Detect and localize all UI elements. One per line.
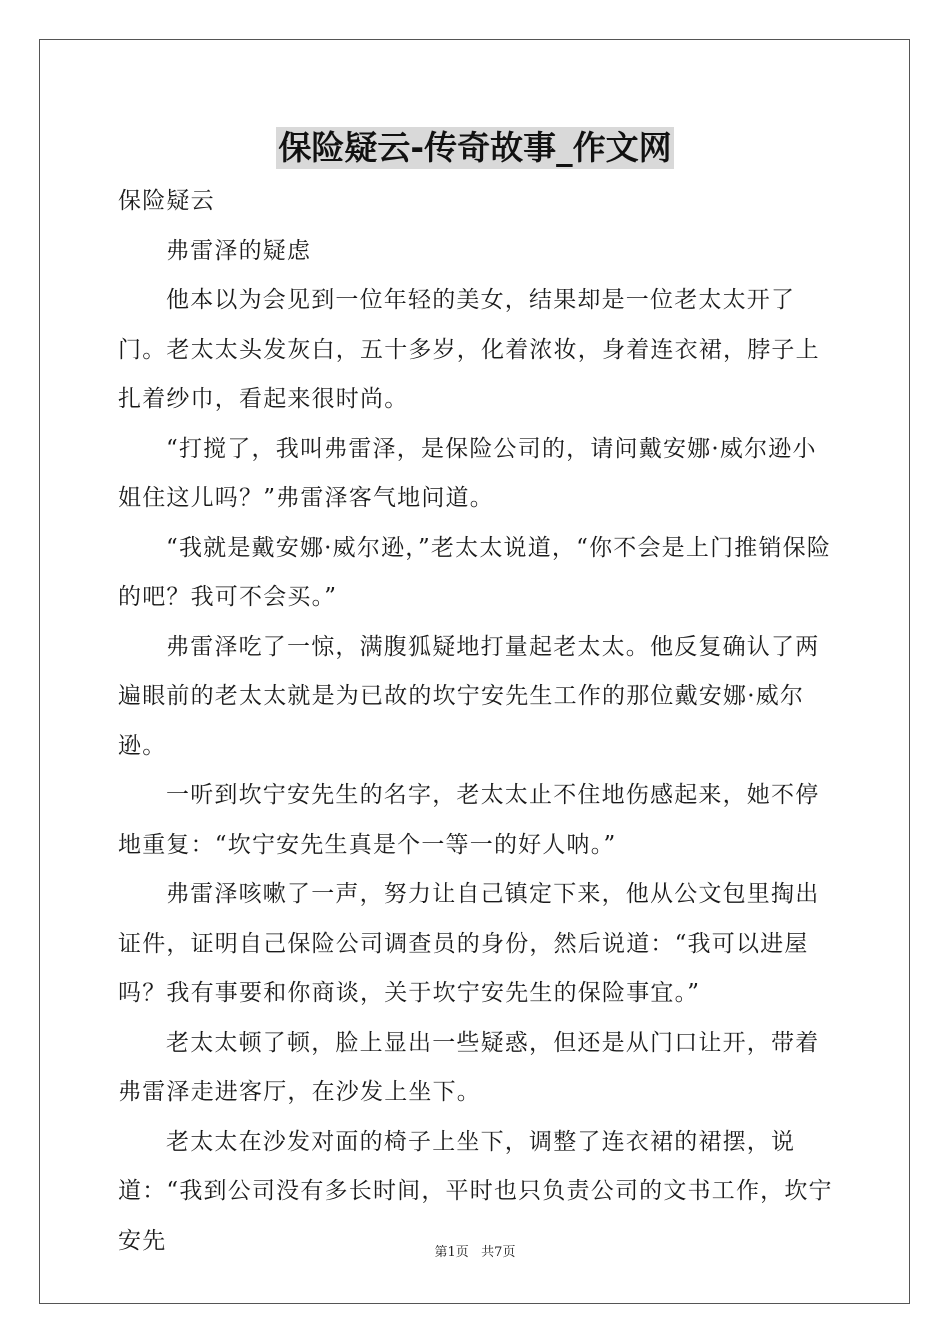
paragraph: 老太太顿了顿，脸上显出一些疑惑，但还是从门口让开，带着弗雷泽走进客厅，在沙发上坐下。 (118, 1029, 820, 1105)
page-footer: 第1页 共7页 (434, 1245, 516, 1260)
paragraph: “我就是戴安娜·威尔逊，”老太太说道，“你不会是上门推销保险的吧？我可不会买。” (118, 534, 832, 610)
paragraph: 他本以为会见到一位年轻的美女，结果却是一位老太太开了门。老太太头发灰白，五十多岁，化着浓妆，身着连衣裙，脖子上扎着纱巾，看起来很时尚。 (118, 287, 820, 412)
paragraph: 弗雷泽吃了一惊，满腹狐疑地打量起老太太。他反复确认了两遍眼前的老太太就是为已故的坎宁安先生工作的那位戴安娜·威尔逊。 (118, 633, 820, 759)
document-title: 保险疑云-传奇故事_作文网 (278, 128, 672, 167)
subheading: 弗雷泽的疑虑 (166, 237, 312, 264)
paragraph: 一听到坎宁安先生的名字，老太太止不住地伤感起来，她不停地重复：“坎宁安先生真是个一等一的好人呐。” (118, 782, 820, 858)
paragraph: 老太太在沙发对面的椅子上坐下，调整了连衣裙的裙摆，说道：“我到公司没有多长时间，平时也只负责公司的文书工作，坎宁安先 (118, 1128, 833, 1254)
paragraph: 弗雷泽咳嗽了一声，努力让自己镇定下来，他从公文包里掏出证件，证明自己保险公司调查员的身份，然后说道：“我可以进屋吗？我有事要和你商谈，关于坎宁安先生的保险事宜。” (118, 881, 820, 1006)
document-body (118, 177, 834, 1266)
title-container (0, 127, 950, 169)
paragraph: “打搅了，我叫弗雷泽，是保险公司的，请问戴安娜·威尔逊小姐住这儿吗？”弗雷泽客气地问道。 (118, 435, 817, 511)
section-heading: 保险疑云 (118, 188, 215, 214)
